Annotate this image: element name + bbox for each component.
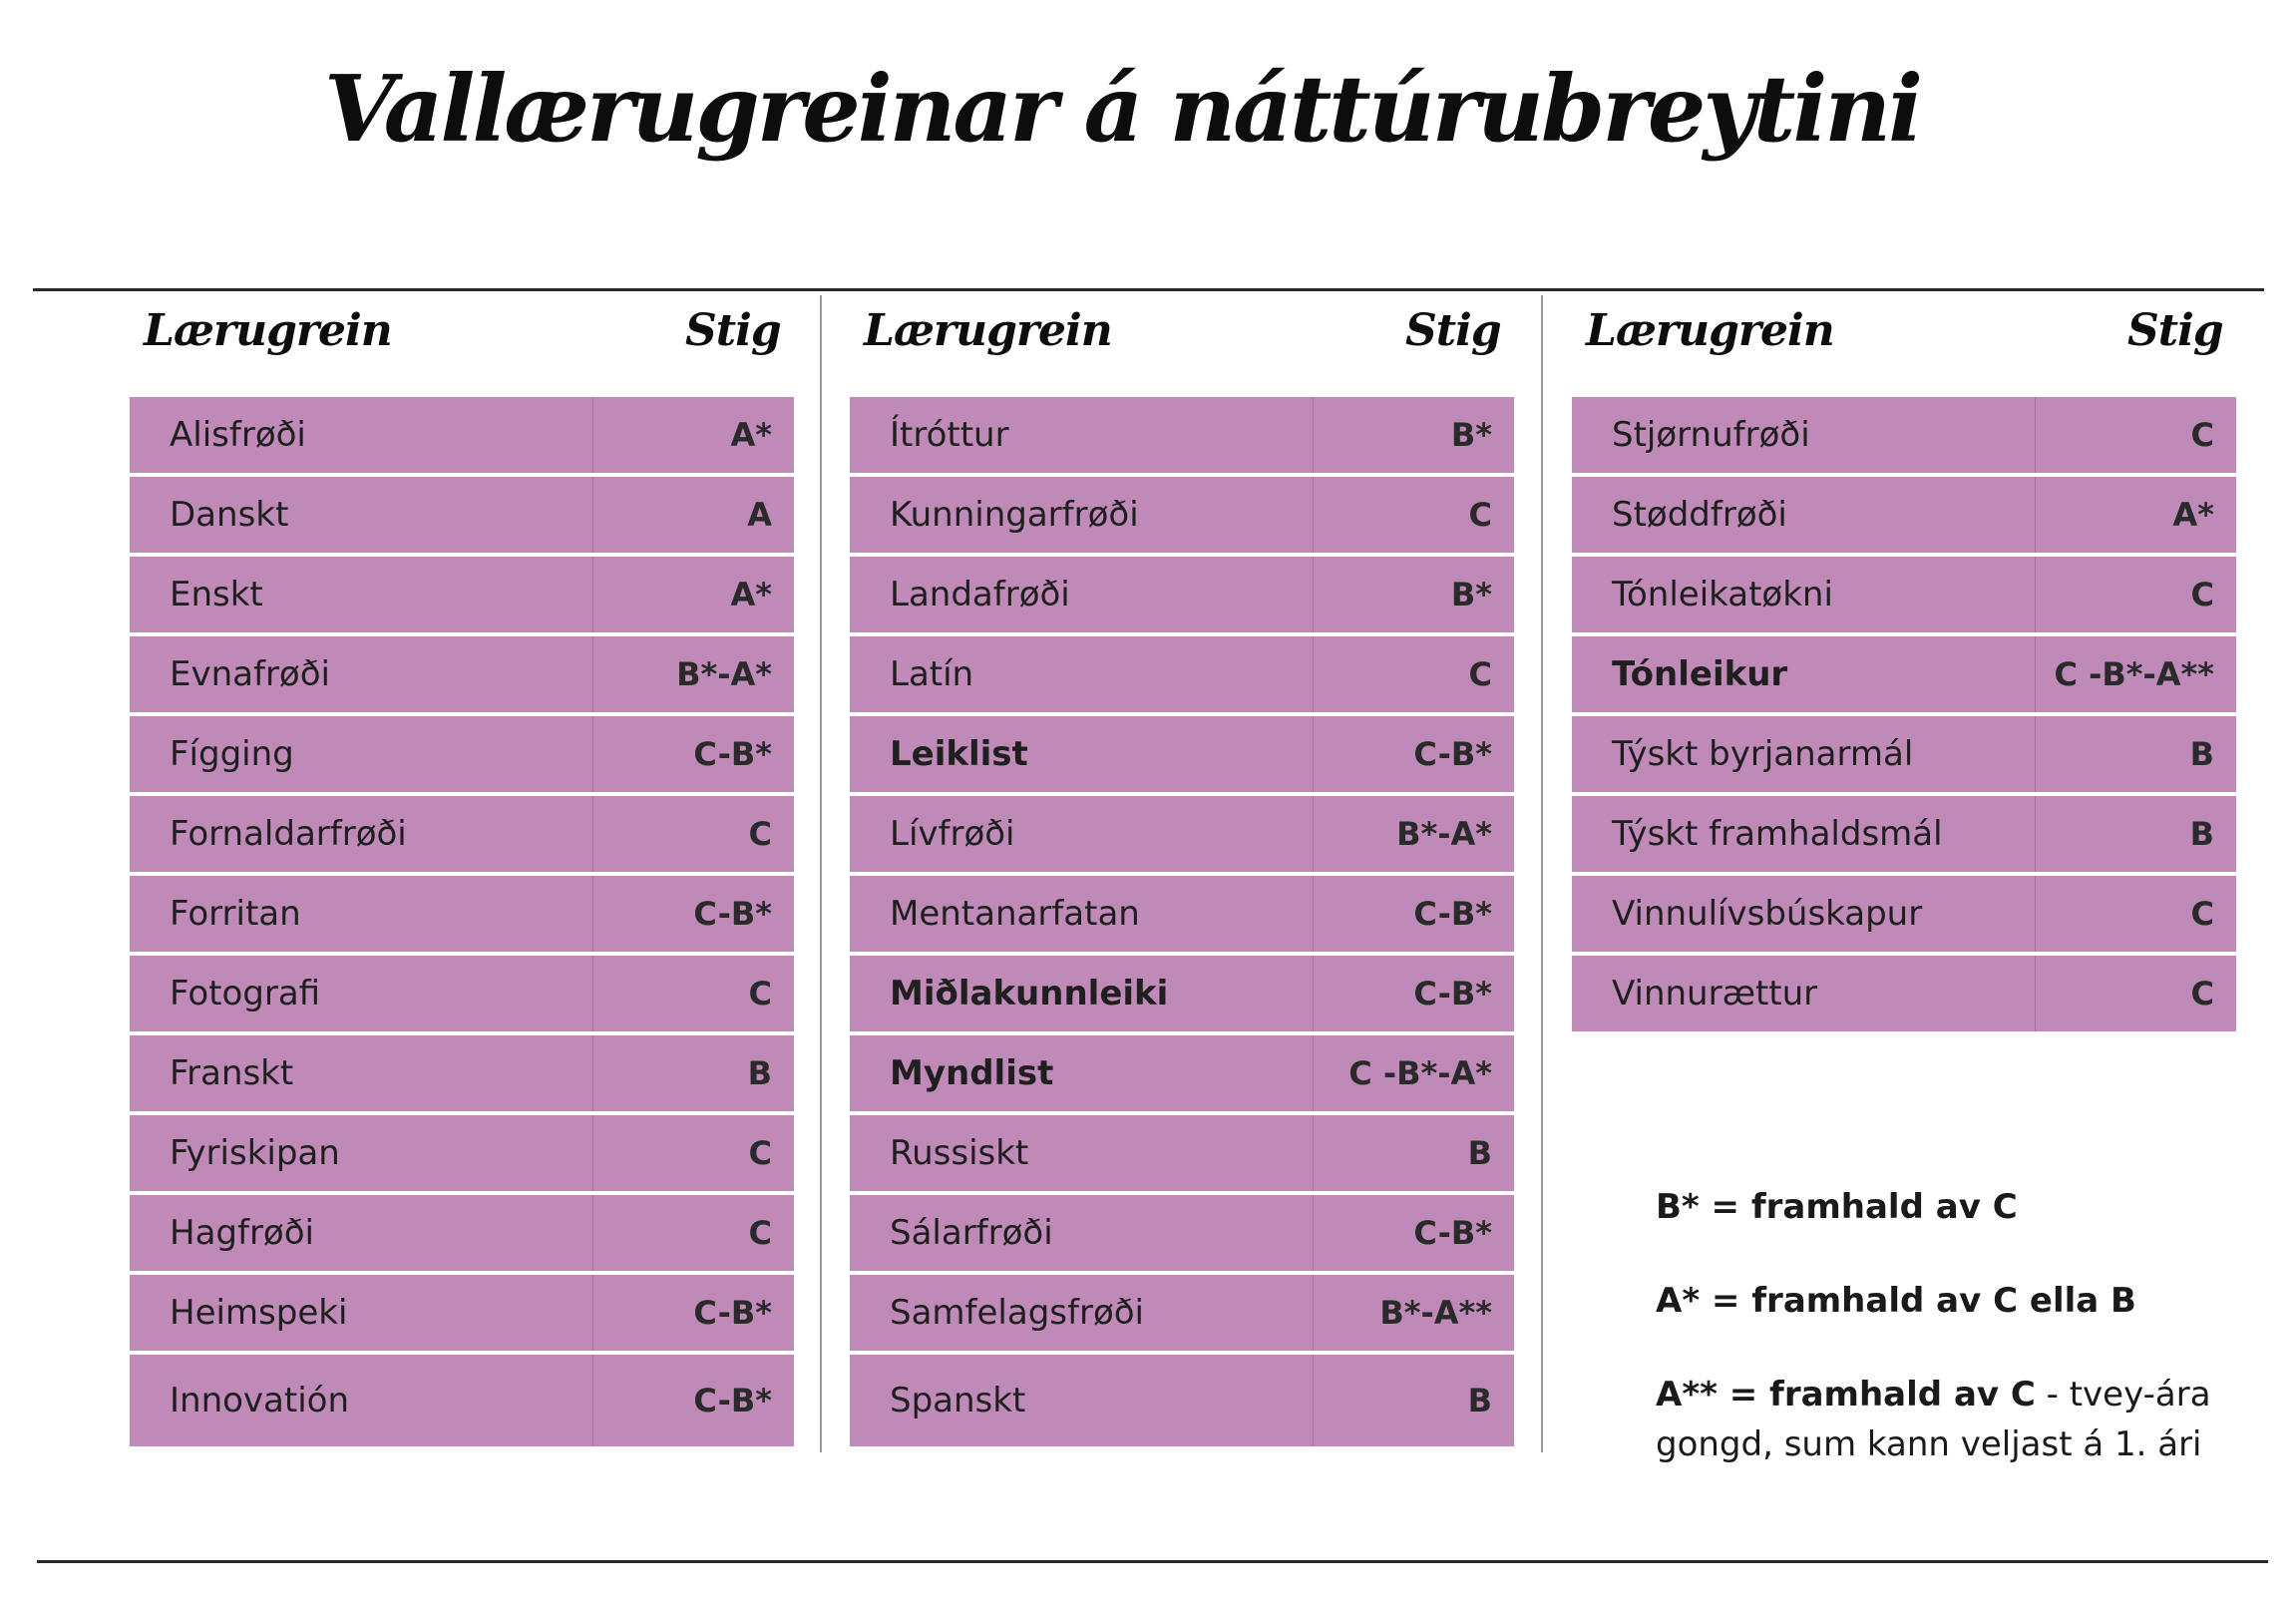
subject-level: A* [2172, 496, 2214, 534]
subject-level: C [748, 975, 772, 1012]
table-row [850, 1195, 1514, 1271]
subject-header: Lærugrein [144, 305, 392, 356]
subject-name: Kunningarfrøði [850, 477, 1314, 553]
subject-name: Fotografi [130, 956, 593, 1031]
subject-name: Fyriskipan [130, 1115, 593, 1191]
level-header: Stig [685, 305, 781, 356]
subject-level: C-B* [1413, 735, 1492, 773]
subject-list [130, 397, 794, 1446]
subject-level: B* [1450, 576, 1492, 613]
table-row [850, 636, 1514, 712]
subject-level: B [2189, 735, 2214, 773]
subjects-column-1 [130, 299, 794, 1446]
table-row [130, 477, 794, 553]
subject-level: C -B*-A** [2054, 655, 2214, 693]
subject-name: Stjørnufrøði [1572, 397, 2036, 473]
legend-key: A* = framhald av C ella B [1656, 1281, 2136, 1321]
subject-level: B [747, 1054, 772, 1092]
subject-level: B*-A** [1379, 1294, 1492, 1332]
column-header [130, 299, 794, 397]
table-row [1572, 716, 2236, 792]
table-row [850, 477, 1514, 553]
table-row [130, 876, 794, 952]
subject-name: Týskt framhaldsmál [1572, 796, 2036, 872]
subject-name: Støddfrøði [1572, 477, 2036, 553]
subject-name: Vinnulívsbúskapur [1572, 876, 2036, 952]
level-legend [1656, 1182, 2254, 1469]
column-divider [820, 295, 822, 1452]
subject-level: C [748, 1134, 772, 1172]
subject-name: Danskt [130, 477, 593, 553]
subject-name: Franskt [130, 1035, 593, 1111]
subject-name: Landafrøði [850, 557, 1314, 632]
table-row [1572, 397, 2236, 473]
table-row [130, 636, 794, 712]
subject-name: Latín [850, 636, 1314, 712]
table-row [850, 1035, 1514, 1111]
table-row [850, 876, 1514, 952]
subject-level: C [748, 815, 772, 853]
subject-name: Heimspeki [130, 1275, 593, 1351]
subject-name: Vinnurættur [1572, 956, 2036, 1031]
column-header [850, 299, 1514, 397]
subject-header: Lærugrein [1586, 305, 1834, 356]
subject-name: Enskt [130, 557, 593, 632]
subject-level: C-B* [693, 1382, 772, 1419]
subject-name: Russiskt [850, 1115, 1314, 1191]
subject-level: B*-A* [1396, 815, 1492, 853]
subject-name: Forritan [130, 876, 593, 952]
subject-level: C [1468, 655, 1492, 693]
subject-level: B* [1450, 416, 1492, 454]
bottom-rule [37, 1560, 2268, 1563]
table-row [850, 1275, 1514, 1351]
subject-name: Innovatión [130, 1355, 593, 1446]
subject-level: C [2190, 895, 2214, 933]
page-title: Vallærugreinar á náttúrubreytini [323, 55, 1921, 163]
subject-name: Týskt byrjanarmál [1572, 716, 2036, 792]
subject-name: Evnafrøði [130, 636, 593, 712]
subject-level: B [1467, 1134, 1492, 1172]
table-row [1572, 477, 2236, 553]
subject-name: Samfelagsfrøði [850, 1275, 1314, 1351]
table-row [850, 796, 1514, 872]
table-row [130, 557, 794, 632]
top-rule [33, 288, 2264, 291]
legend-item [1656, 1276, 2254, 1326]
subject-name: Mentanarfatan [850, 876, 1314, 952]
legend-item [1656, 1182, 2254, 1232]
subject-level: C-B* [1413, 1214, 1492, 1252]
subjects-column-2 [850, 299, 1514, 1446]
subjects-column-3 [1572, 299, 2236, 1031]
subject-level: A* [730, 576, 772, 613]
subject-level: C-B* [1413, 895, 1492, 933]
subject-name: Spanskt [850, 1355, 1314, 1446]
subject-level: C [2190, 416, 2214, 454]
legend-key: B* = framhald av C [1656, 1187, 2018, 1227]
subject-name: Lívfrøði [850, 796, 1314, 872]
subject-header: Lærugrein [864, 305, 1112, 356]
subject-level: C [748, 1214, 772, 1252]
table-row [130, 956, 794, 1031]
subject-level: C [1468, 496, 1492, 534]
table-row [1572, 876, 2236, 952]
legend-item [1656, 1370, 2254, 1469]
subject-level: B [2189, 815, 2214, 853]
level-header: Stig [2127, 305, 2223, 356]
subject-name: Tónleikur [1572, 636, 2036, 712]
subject-list [1572, 397, 2236, 1031]
table-row [130, 1115, 794, 1191]
subject-level: C [2190, 975, 2214, 1012]
table-row [130, 1035, 794, 1111]
subject-name: Hagfrøði [130, 1195, 593, 1271]
subject-level: C -B*-A* [1348, 1054, 1492, 1092]
subject-name: Leiklist [850, 716, 1314, 792]
legend-key: A** = framhald av C [1656, 1375, 2036, 1414]
subject-name: Miðlakunnleiki [850, 956, 1314, 1031]
table-row [850, 397, 1514, 473]
table-row [850, 716, 1514, 792]
subject-list [850, 397, 1514, 1446]
table-row [850, 1115, 1514, 1191]
level-header: Stig [1405, 305, 1501, 356]
table-row [1572, 557, 2236, 632]
table-row [130, 716, 794, 792]
subject-level: B [1467, 1382, 1492, 1419]
subject-level: B*-A* [676, 655, 772, 693]
table-row [1572, 956, 2236, 1031]
table-row [1572, 796, 2236, 872]
table-row [130, 397, 794, 473]
subject-level: C-B* [693, 1294, 772, 1332]
subject-name: Fígging [130, 716, 593, 792]
legend-description: - tvey-ára gongd, sum kann veljast á 1. ári [1656, 1375, 2211, 1464]
subject-level: A* [730, 416, 772, 454]
subject-name: Fornaldarfrøði [130, 796, 593, 872]
table-row [850, 1355, 1514, 1446]
subject-name: Sálarfrøði [850, 1195, 1314, 1271]
table-row [130, 1195, 794, 1271]
table-row [850, 956, 1514, 1031]
column-divider [1541, 295, 1543, 1452]
subject-level: A [747, 496, 772, 534]
subject-name: Myndlist [850, 1035, 1314, 1111]
table-row [130, 1275, 794, 1351]
column-header [1572, 299, 2236, 397]
subject-name: Alisfrøði [130, 397, 593, 473]
table-row [130, 1355, 794, 1446]
subject-name: Ítróttur [850, 397, 1314, 473]
subject-level: C-B* [693, 735, 772, 773]
subject-level: C-B* [693, 895, 772, 933]
table-row [850, 557, 1514, 632]
subject-level: C-B* [1413, 975, 1492, 1012]
table-row [1572, 636, 2236, 712]
subject-name: Tónleikatøkni [1572, 557, 2036, 632]
table-row [130, 796, 794, 872]
subject-level: C [2190, 576, 2214, 613]
